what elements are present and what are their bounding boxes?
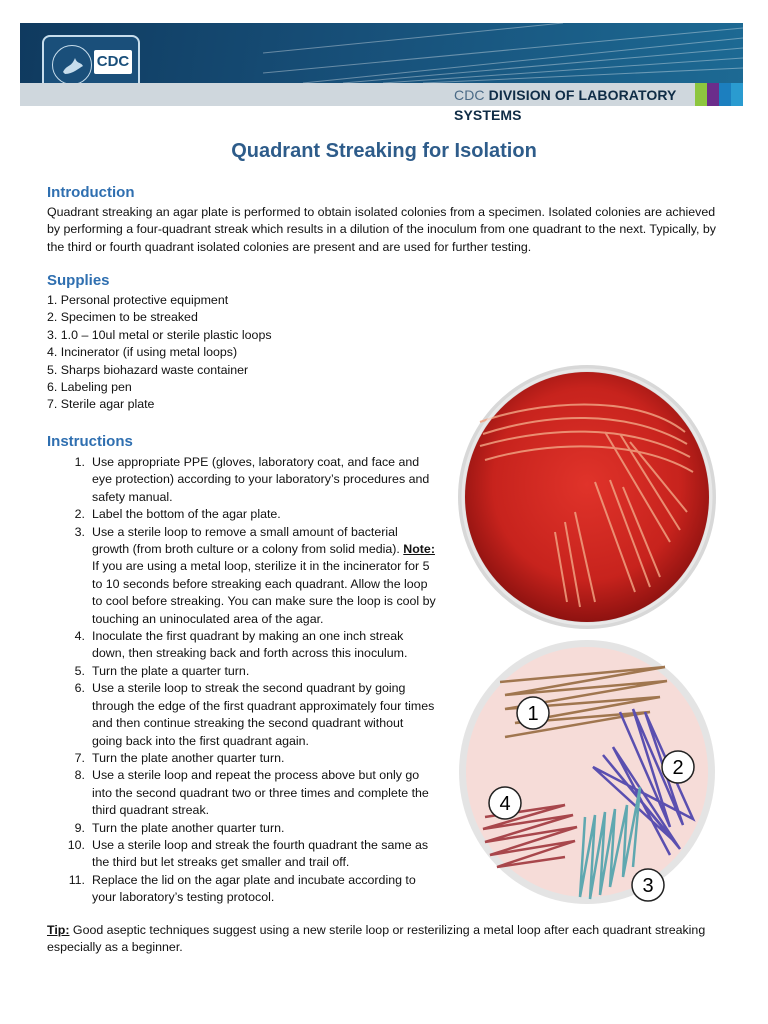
- list-item: [47, 524, 437, 628]
- list-item: [47, 750, 437, 767]
- list-item: 2. Specimen to be streaked: [47, 310, 198, 325]
- color-stripe: [695, 83, 707, 106]
- tip-paragraph: [47, 922, 737, 957]
- tip-text: Good aseptic techniques suggest using a new sterile loop or resterilizing a metal loop after each quadrant streaking especially as a beginner.: [47, 923, 706, 955]
- page-title: Quadrant Streaking for Isolation: [231, 140, 537, 162]
- step-text: Label the bottom of the agar plate.: [92, 507, 281, 522]
- step-number: 1.: [74, 455, 85, 469]
- streak-diagram: [455, 637, 720, 912]
- step-number: 6.: [74, 681, 85, 696]
- division-name: DIVISION OF LABORATORY SYSTEMS: [454, 87, 677, 123]
- note-text: If you are using a metal loop, sterilize it in the incinerator for 5 to 10 seconds before streaking each quadrant. Allow the loop to cool before streaking. You can make sure the loop is cool by touching an uninoculated area of the agar.: [92, 559, 436, 626]
- supplies-list: [47, 292, 272, 414]
- step-text: Turn the plate another quarter turn.: [92, 750, 285, 765]
- step-number: 9.: [74, 820, 85, 835]
- svg-text:2: 2: [672, 757, 684, 779]
- banner-pattern: [263, 23, 743, 83]
- svg-text:4: 4: [499, 793, 511, 815]
- step-text: Use a sterile loop and streak the fourth quadrant the same as the third but let streaks get smaller and trail off.: [92, 837, 429, 870]
- agar-surface: [465, 372, 709, 622]
- list-item: 6. Labeling pen: [47, 380, 132, 395]
- list-item: [47, 663, 437, 680]
- step-text: Use a sterile loop to remove a small amount of bacterial growth (from broth culture or a colony from solid media).: [92, 524, 400, 557]
- header-banner: [20, 23, 743, 123]
- step-text: Use appropriate PPE (gloves, laboratory coat, and face and eye protection) according to your laboratory’s procedures and safety manual.: [92, 455, 430, 504]
- list-item: [47, 872, 437, 907]
- hhs-seal-icon: [52, 45, 92, 85]
- supplies-heading: Supplies: [47, 272, 110, 289]
- agar-plate-photo: [455, 362, 720, 632]
- step-text: Use a sterile loop and repeat the process above but only go into the second quadrant two or three times and complete the third quadrant streak.: [92, 768, 429, 818]
- quadrant-label-3: [632, 869, 664, 901]
- quadrant-label-2: [662, 751, 694, 783]
- introduction-text: Quadrant streaking an agar plate is performed to obtain isolated colonies from a specimen. Isolated colonies are achieved by performing a four-quadrant streak which results in a dilution of the inoculum from one quadrant to the next. Typically, by the third or fourth quadrant isolated colonies are present and are used for further testing.: [47, 205, 716, 254]
- step-text: Turn the plate another quarter turn.: [92, 820, 285, 835]
- note-label: Note:: [403, 542, 435, 557]
- list-item: 7. Sterile agar plate: [47, 397, 155, 412]
- instructions-heading: Instructions: [47, 433, 133, 450]
- step-text: Inoculate the first quadrant by making an one inch streak down, then streaking back and forth across this inoculum.: [92, 629, 408, 661]
- color-stripe: [719, 83, 731, 106]
- list-item: 4. Incinerator (if using metal loops): [47, 345, 238, 360]
- list-item: [47, 820, 437, 837]
- cdc-wordmark: CDC: [94, 50, 132, 74]
- step-text: Turn the plate a quarter turn.: [92, 663, 250, 678]
- list-item: [47, 680, 437, 750]
- tip-label: Tip:: [47, 923, 70, 937]
- step-number: 10.: [67, 837, 85, 852]
- list-item: 1. Personal protective equipment: [47, 293, 229, 307]
- step-text: Replace the lid on the agar plate and incubate according to your laboratory’s testing protocol.: [92, 872, 416, 905]
- list-item: [47, 506, 437, 523]
- svg-text:3: 3: [642, 875, 654, 897]
- step-number: 11.: [68, 872, 85, 887]
- svg-text:1: 1: [527, 703, 539, 725]
- step-number: 4.: [74, 629, 85, 644]
- step-text: Use a sterile loop to streak the second quadrant by going through the edge of the first quadrant approximately four times and then continue streaking the second quadrant without going back into the first quadrant again.: [92, 681, 435, 748]
- list-item: [47, 454, 437, 506]
- color-stripe: [707, 83, 719, 106]
- instructions-list: [47, 454, 437, 907]
- quadrant-label-1: [517, 697, 549, 729]
- list-item: [47, 628, 437, 663]
- list-item: 5. Sharps biohazard waste container: [47, 362, 249, 377]
- list-item: [47, 767, 437, 819]
- quadrant-label-4: [489, 787, 521, 819]
- list-item: 3. 1.0 – 10ul metal or sterile plastic loops: [47, 327, 272, 342]
- step-number: 3.: [74, 524, 85, 539]
- step-number: 5.: [74, 663, 85, 678]
- list-item: [47, 837, 437, 872]
- introduction-heading: Introduction: [47, 184, 135, 201]
- color-stripes: [695, 83, 743, 106]
- step-number: 7.: [74, 750, 85, 765]
- color-stripe: [731, 83, 743, 106]
- step-number: 2.: [74, 507, 85, 522]
- division-prefix: CDC: [454, 87, 485, 103]
- step-number: 8.: [74, 768, 85, 783]
